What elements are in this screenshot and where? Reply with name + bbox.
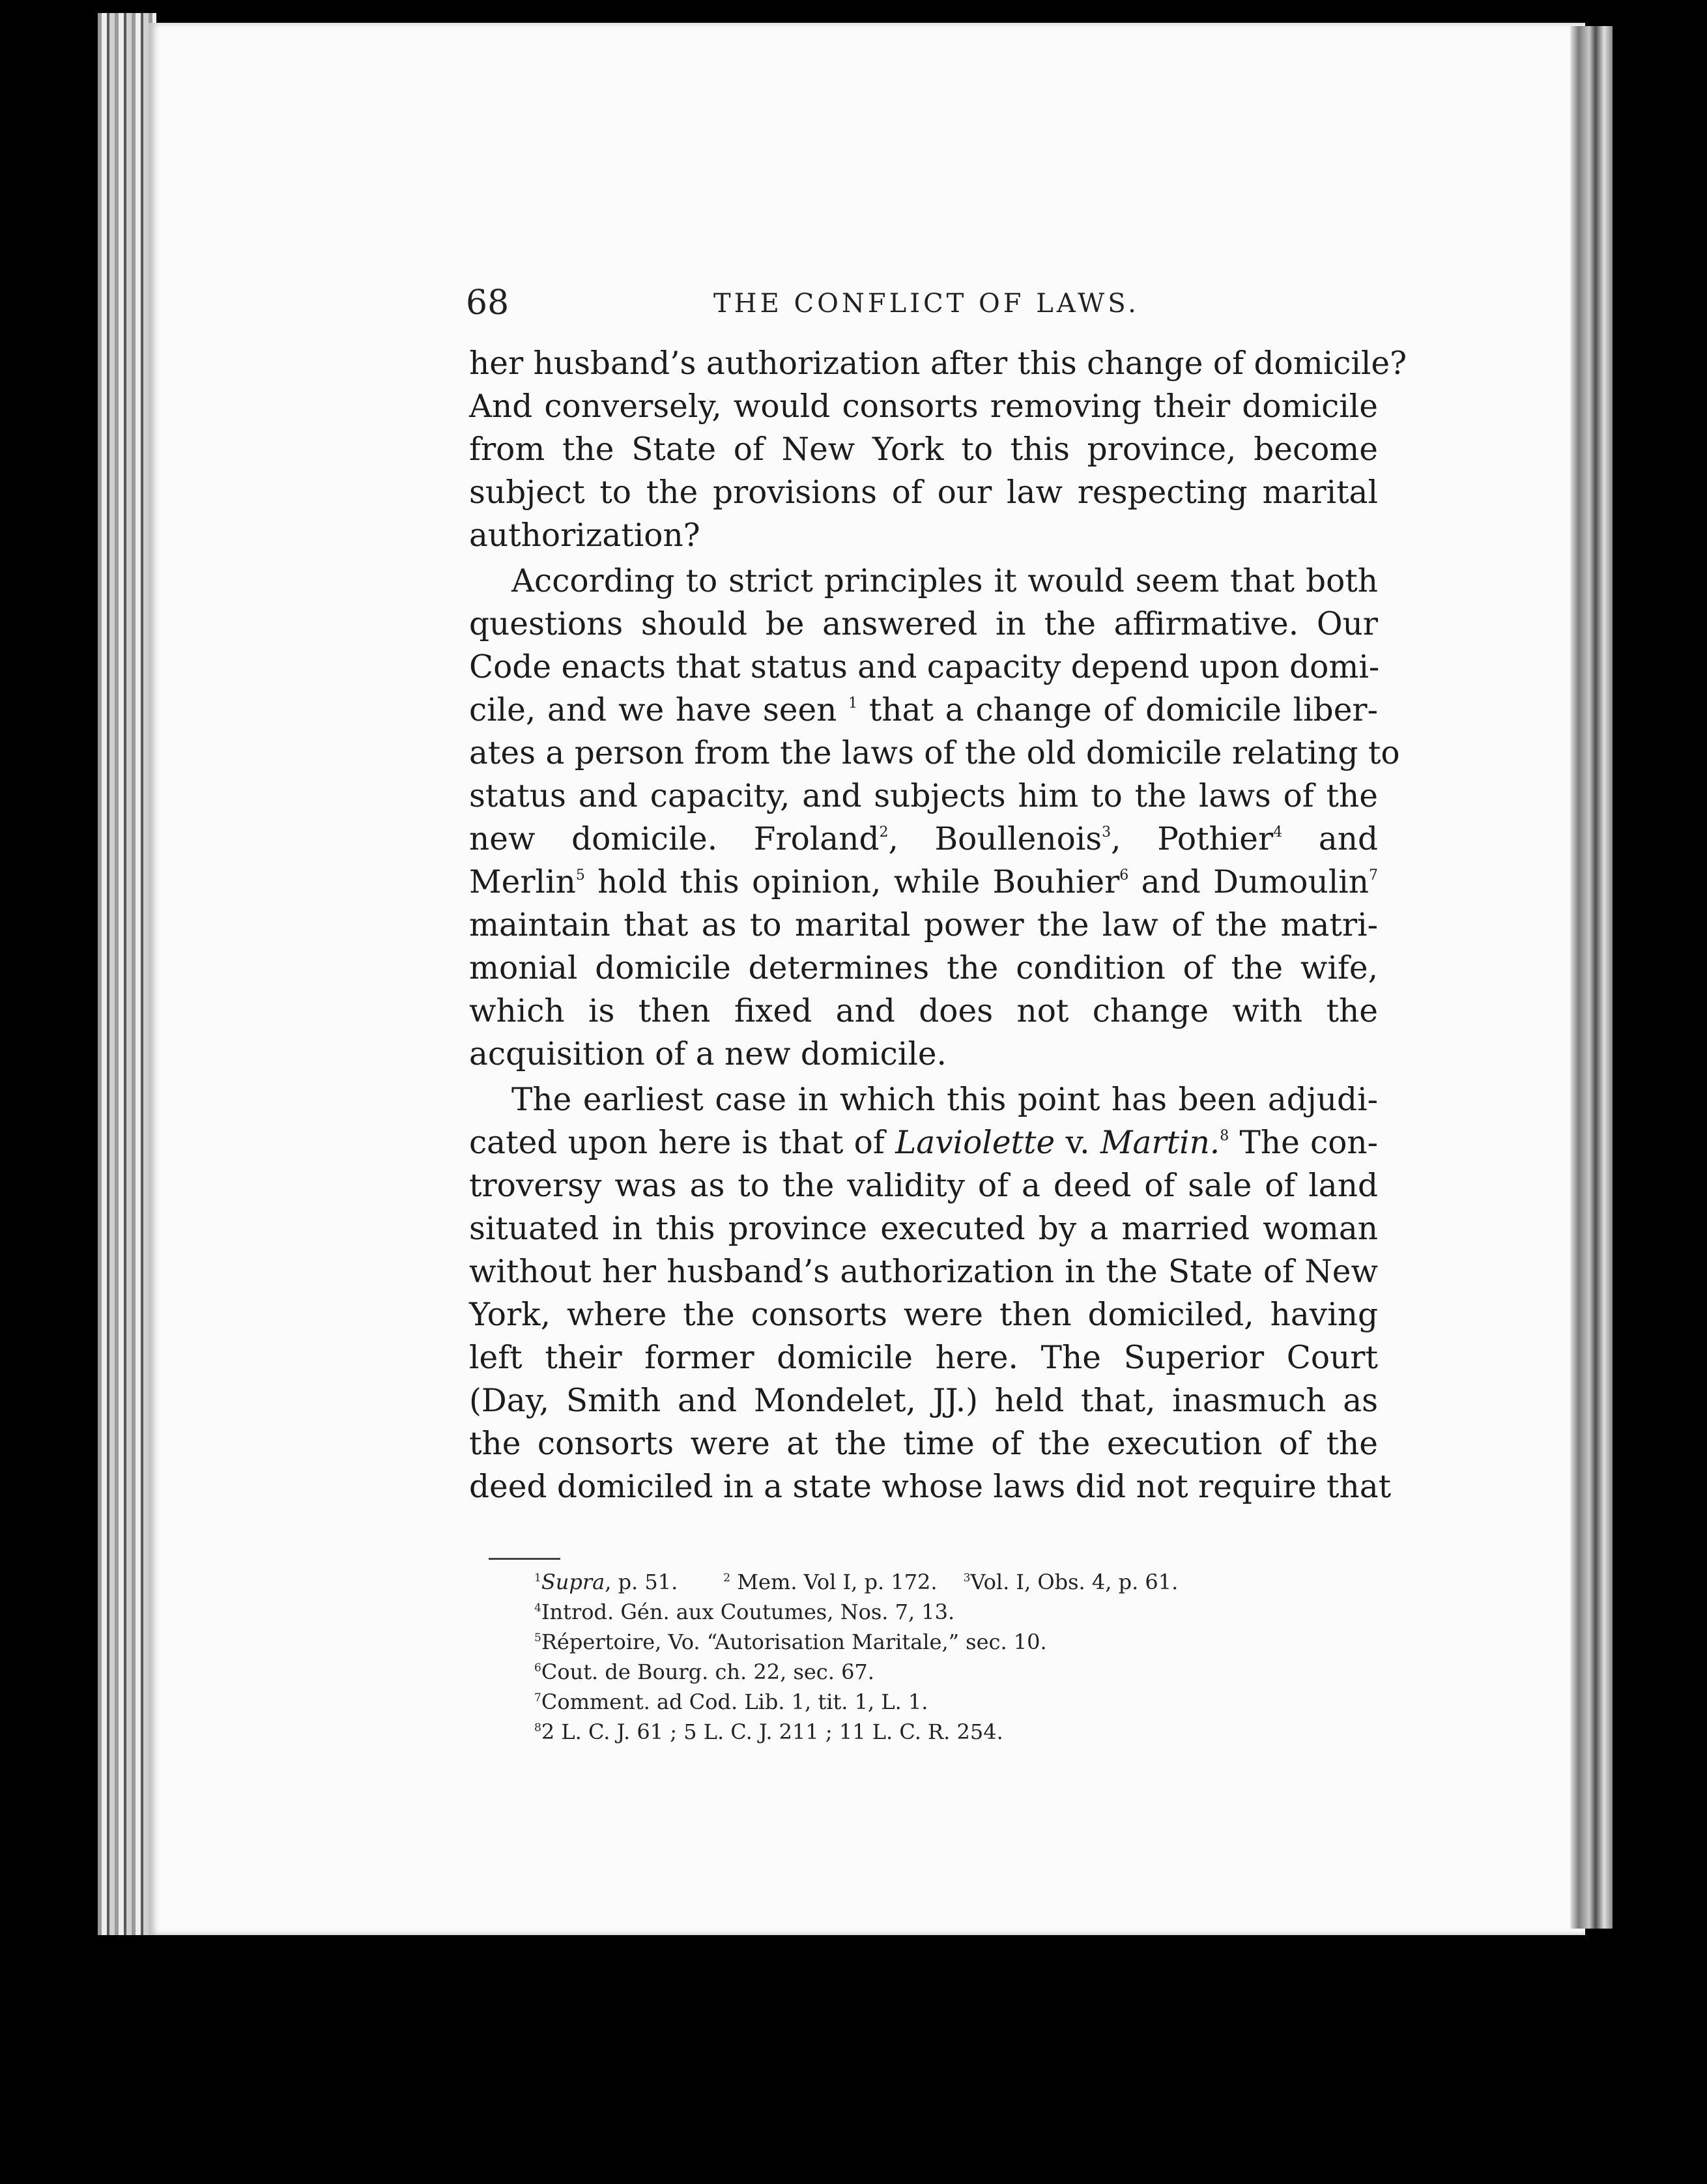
text-line: which is then fixed and does not change with the: [469, 993, 1378, 1029]
footnote-line: [534, 1627, 1381, 1657]
text-span: The con-: [1239, 1125, 1379, 1161]
book-gutter-edge: [1570, 26, 1613, 1929]
footnote-ref: 7: [1369, 867, 1378, 884]
footnote-line: [534, 1597, 1381, 1627]
footnotes: [534, 1567, 1381, 1747]
footnote-marker: 6: [534, 1661, 541, 1674]
footnote-line: [534, 1567, 1381, 1597]
text-line: subject to the provisions of our law respecting marital: [469, 474, 1378, 511]
text-line: without her husband’s authorization in the State of New: [469, 1254, 1378, 1290]
text-line: [469, 1121, 1378, 1164]
text-span: that a change of domicile liber-: [868, 692, 1379, 728]
footnote-line: [534, 1657, 1381, 1687]
text-span: v.: [1065, 1125, 1090, 1161]
text-line: maintain that as to marital power the law of the matri-: [469, 907, 1378, 943]
footnote-text: Supra: [541, 1570, 605, 1594]
text-line: [469, 689, 1378, 732]
footnote-text: Comment. ad Cod. Lib. 1, tit. 1, L. 1.: [541, 1689, 928, 1714]
text-line: [469, 818, 1378, 861]
page-header: [466, 283, 1378, 329]
text-line: her husband’s authorization after this change of domicile?: [469, 345, 1407, 382]
footnote-marker: 5: [534, 1631, 541, 1645]
text-line: deed domiciled in a state whose laws did not require that: [469, 1469, 1392, 1505]
footnote-text: 2 L. C. J. 61 ; 5 L. C. J. 211 ; 11 L. C. R. 254.: [541, 1719, 1003, 1744]
text-line: troversy was as to the validity of a deed of sale of land: [469, 1168, 1378, 1204]
text-line: situated in this province executed by a married woman: [469, 1211, 1378, 1247]
footnote-marker: 4: [534, 1602, 541, 1615]
footnote-text: Vol. I, Obs. 4, p. 61.: [970, 1570, 1179, 1594]
footnote-ref: 3: [1102, 824, 1112, 841]
text-span: , Pothier: [1111, 821, 1274, 857]
footnote-line: [534, 1687, 1381, 1717]
footnote-text: Cout. de Bourg. ch. 22, sec. 67.: [541, 1660, 874, 1684]
footnote-text: Mem. Vol I, p. 172.: [737, 1570, 938, 1594]
footnote-line: [534, 1717, 1381, 1747]
footnote-text: Répertoire, Vo. “Autorisation Maritale,” sec. 10.: [541, 1630, 1047, 1654]
text-line: acquisition of a new domicile.: [469, 1036, 947, 1072]
case-party: Laviolette: [895, 1125, 1055, 1161]
footnote-ref: 5: [575, 867, 585, 884]
text-line: Code enacts that status and capacity depend upon domi-: [469, 649, 1380, 685]
case-party: Martin.: [1100, 1125, 1220, 1161]
text-span: hold this opinion, while Bouhier: [597, 864, 1120, 900]
footnote-divider: [489, 1558, 560, 1560]
footnote-ref: 8: [1220, 1128, 1229, 1144]
book-page-edges: [98, 13, 156, 1935]
text-span: and Dumoulin: [1141, 864, 1369, 900]
text-span: cated upon here is that of: [469, 1125, 885, 1161]
footnote-text: Introd. Gén. aux Coutumes, Nos. 7, 13.: [541, 1600, 955, 1624]
text-line: the consorts were at the time of the execution of the: [469, 1426, 1378, 1462]
text-line: York, where the consorts were then domiciled, having: [469, 1297, 1378, 1333]
text-line: left their former domicile here. The Superior Court: [469, 1340, 1378, 1376]
footnote-marker: 1: [534, 1572, 541, 1585]
footnote-marker: 3: [963, 1572, 971, 1585]
text-line: from the State of New York to this province, become: [469, 431, 1378, 468]
text-span: , Boullenois: [888, 821, 1102, 857]
footnote-ref: 1: [848, 695, 858, 711]
footnote-ref: 4: [1273, 824, 1283, 841]
footnote-marker: 7: [534, 1691, 541, 1704]
footnote-ref: 6: [1119, 867, 1129, 884]
footnote-marker: 8: [534, 1721, 541, 1734]
text-line: And conversely, would consorts removing their domicile: [469, 388, 1378, 425]
text-line: authorization?: [469, 517, 700, 554]
footnote-ref: 2: [879, 824, 889, 841]
text-span: Merlin: [469, 864, 576, 900]
text-span: and: [1318, 821, 1379, 857]
text-line: ates a person from the laws of the old domicile relating to: [469, 735, 1400, 771]
text-span: cile, and we have seen: [469, 692, 837, 728]
text-line: According to strict principles it would seem that both: [511, 563, 1378, 599]
text-line: status and capacity, and subjects him to the laws of the: [469, 778, 1378, 814]
text-span: Froland: [753, 821, 880, 857]
running-head: THE CONFLICT OF LAWS.: [713, 289, 1140, 319]
page-number: 68: [466, 283, 509, 323]
footnote-text: , p. 51.: [605, 1570, 678, 1594]
text-line: questions should be answered in the affirmative. Our: [469, 606, 1378, 642]
text-line: [469, 861, 1378, 904]
body-text: [469, 342, 1407, 1508]
footnote-marker: 2: [723, 1572, 731, 1585]
text-span: new domicile.: [469, 821, 718, 857]
text-line: The earliest case in which this point has been adjudi-: [511, 1082, 1378, 1118]
text-line: monial domicile determines the condition of the wife,: [469, 950, 1378, 986]
text-line: (Day, Smith and Mondelet, JJ.) held that, inasmuch as: [469, 1383, 1378, 1419]
